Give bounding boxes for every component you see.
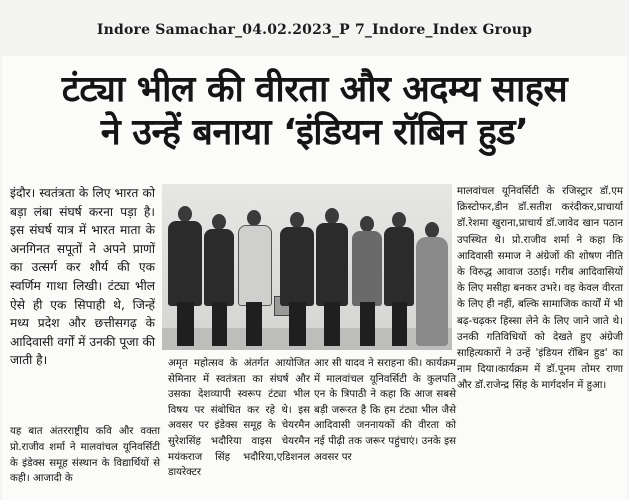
article-paragraph-intro: इंदौर। स्वतंत्रता के लिए भारत को बड़ा लंबा संघर्ष करना पड़ा है। इस संघर्ष यात्र में भारत माता के अनगिनत सपूतों ने अपने प्राणों का उत्सर्ग कर शौर्य की एक स्वर्णिम गाथा लिखी। टंट्या भील ऐसे ही एक सिपाही थे, जिन्हें मध्य प्रदेश और छत्तीसगढ़ के आदिवासी वर्गों में उनकी पूजा की जाती है। [10,186,155,368]
article-column-right [457,184,623,395]
photo-person [416,222,448,346]
photo-person [384,212,414,346]
article-column-left-top [10,184,155,370]
headline-line-2: ने उन्हें बनाया ‘इंडियन रॉबिन हुड’ [100,112,529,153]
article-paragraph-3: अमृत महोत्सव के अंतर्गत आयोजित सेमिनार में स्वतंत्रता का संघर्ष और उसका देशव्यापी स्वरूप टंट्या भील विषय पर संबोधित कर रहे थे। इस अवसर पर इंडेक्स समूह के चेयरमैन सुरेशसिंह भदौरिया वाइस चेयरमैन मयंकराज सिंह भदौरिया,एडिशनल डायरेक्टर [168,358,310,479]
article-column-mid-1 [168,356,310,481]
photo-person [352,216,382,346]
clipping-caption: Indore Samachar_04.02.2023_P 7_Indore_Index Group [96,22,533,38]
photo-person [238,210,270,346]
event-photo [162,184,452,350]
photo-person [316,208,348,346]
photo-person [280,212,314,346]
photo-person [204,214,234,346]
headline [2,68,627,154]
photo-person [168,206,202,346]
article-column-mid-2 [314,356,456,465]
article-paragraph-5: मालवांचल यूनिवर्सिटी के रजिस्ट्रार डॉ.एम क्रिस्टोफर,डीन डॉ.सतीश करंदीकर,प्राचार्या डॉ.रेशमा खुराना,प्राचार्य डॉ.जावेद खान पठान उपस्थित थे। प्रो.राजीव शर्मा ने कहा कि आदिवासी समाज ने अंग्रेजों की शोषण नीति के विरुद्ध आवाज उठाई। गरीब आदिवासियों के लिए मसीहा बनकर उभरे। वह केवल वीरता के लिए ही नहीं, बल्कि सामाजिक कार्यों में भी बढ़-चढ़कर हिस्सा लेने के लिए जाने जाते थे। उनकी गतिविधियों को देखते हुए अंग्रेजी साहित्यकारों ने उन्हें 'इंडियन रॉबिन हुड' का नाम दिया।कार्यक्रम में डॉ.पूनम तोमर राणा और डॉ.राजेन्द्र सिंह के मार्गदर्शन में हुआ। [457,186,623,392]
headline-line-1: टंट्या भील की वीरता और अदम्य साहस [61,69,568,110]
article-paragraph-2: यह बात अंतरराष्ट्रीय कवि और वक्ता प्रो.राजीव शर्मा ने मालवांचल यूनिवर्सिटी के इंडेक्स समूह संस्थान के विद्यार्थियों से कही। आजादी के [10,426,160,485]
article-column-left-bottom [10,424,160,487]
newspaper-clipping [2,56,627,500]
article-paragraph-4: आर सी यादव ने सराहना की। कार्यक्रम में मालवांचल यूनिवर्सिटी के कुलपति एन के त्रिपाठी ने कहा कि आज सबसे बड़ी जरूरत है कि हम टंट्या भील जैसे आदिवासी जननायकों की वीरता को नई पीढ़ी तक जरूर पहुंचाएं। उनके इस अवसर पर [314,358,456,463]
